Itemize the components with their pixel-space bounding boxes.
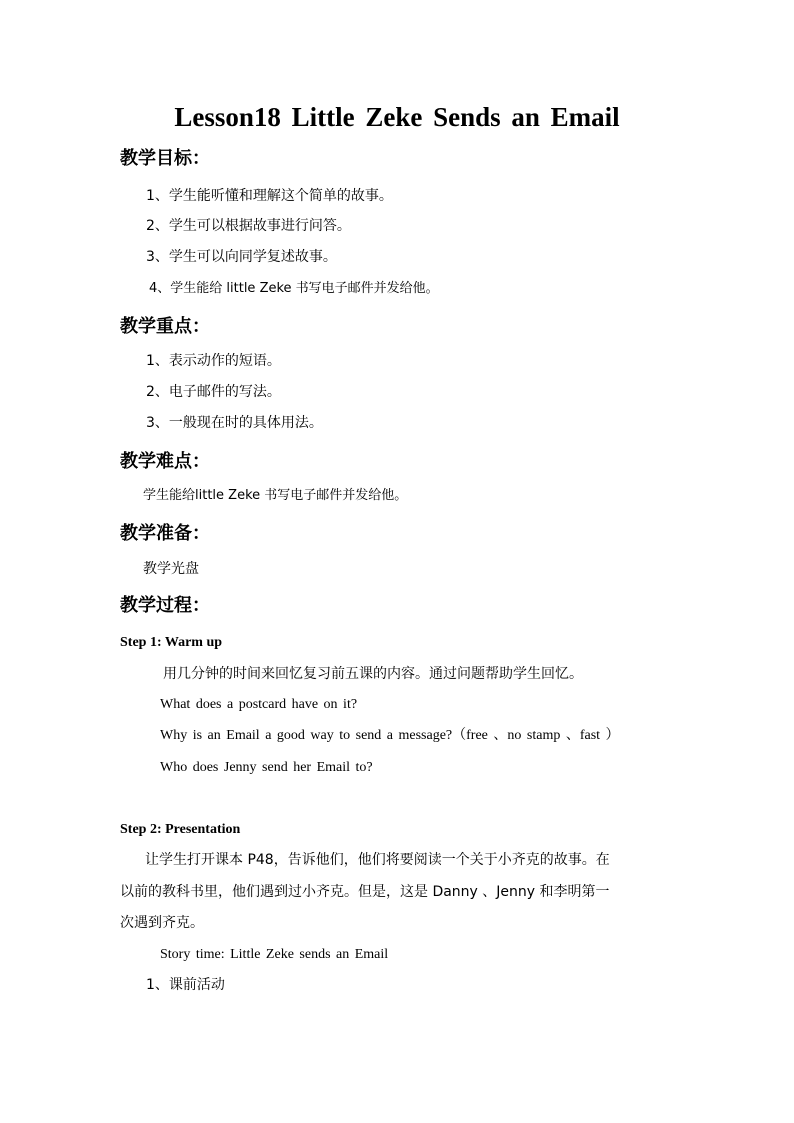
step1-question-3: Who does Jenny send her Email to? — [160, 760, 373, 775]
step1-question-1: What does a postcard have on it? — [160, 697, 358, 712]
step2-paragraph-line-2: 以前的教科书里，他们遇到过小齐克。但是，这是 Danny 、Jenny 和李明第一 — [120, 884, 610, 900]
key-points-heading: 教学重点： — [120, 316, 210, 337]
key-point-item-1: 1、表示动作的短语。 — [146, 353, 281, 369]
process-heading: 教学过程： — [120, 595, 210, 616]
objectives-heading: 教学目标： — [120, 148, 210, 169]
objective-item-4: 4、学生能给 little Zeke 书写电子邮件并发给他。 — [149, 281, 439, 296]
step1-label: Step 1: Warm up — [120, 635, 223, 650]
key-point-item-2: 2、电子邮件的写法。 — [146, 384, 281, 400]
step1-question-2: Why is an Email a good way to send a message?（free 、no stamp 、fast ） — [160, 728, 620, 743]
step2-story-time: Story time: Little Zeke sends an Email — [160, 947, 389, 962]
objective-item-1: 1、学生能听懂和理解这个简单的故事。 — [146, 188, 393, 204]
key-point-item-3: 3、一般现在时的具体用法。 — [146, 415, 323, 431]
preparation-heading: 教学准备： — [120, 523, 210, 544]
step2-paragraph-line-3: 次遇到齐克。 — [120, 915, 204, 931]
step2-label: Step 2: Presentation — [120, 822, 241, 837]
step1-intro: 用几分钟的时间来回忆复习前五课的内容。通过问题帮助学生回忆。 — [163, 666, 583, 682]
objective-item-3: 3、学生可以向同学复述故事。 — [146, 249, 337, 265]
objective-item-2: 2、学生可以根据故事进行问答。 — [146, 218, 351, 234]
document-title: Lesson18 Little Zeke Sends an Email — [174, 102, 620, 132]
preparation-text: 教学光盘 — [143, 561, 199, 577]
difficulties-heading: 教学难点： — [120, 451, 210, 472]
difficulties-text: 学生能给little Zeke 书写电子邮件并发给他。 — [143, 488, 408, 503]
step2-paragraph-line-1: 让学生打开课本 P48，告诉他们，他们将要阅读一个关于小齐克的故事。在 — [145, 852, 610, 868]
step2-activity: 1、课前活动 — [146, 977, 225, 993]
